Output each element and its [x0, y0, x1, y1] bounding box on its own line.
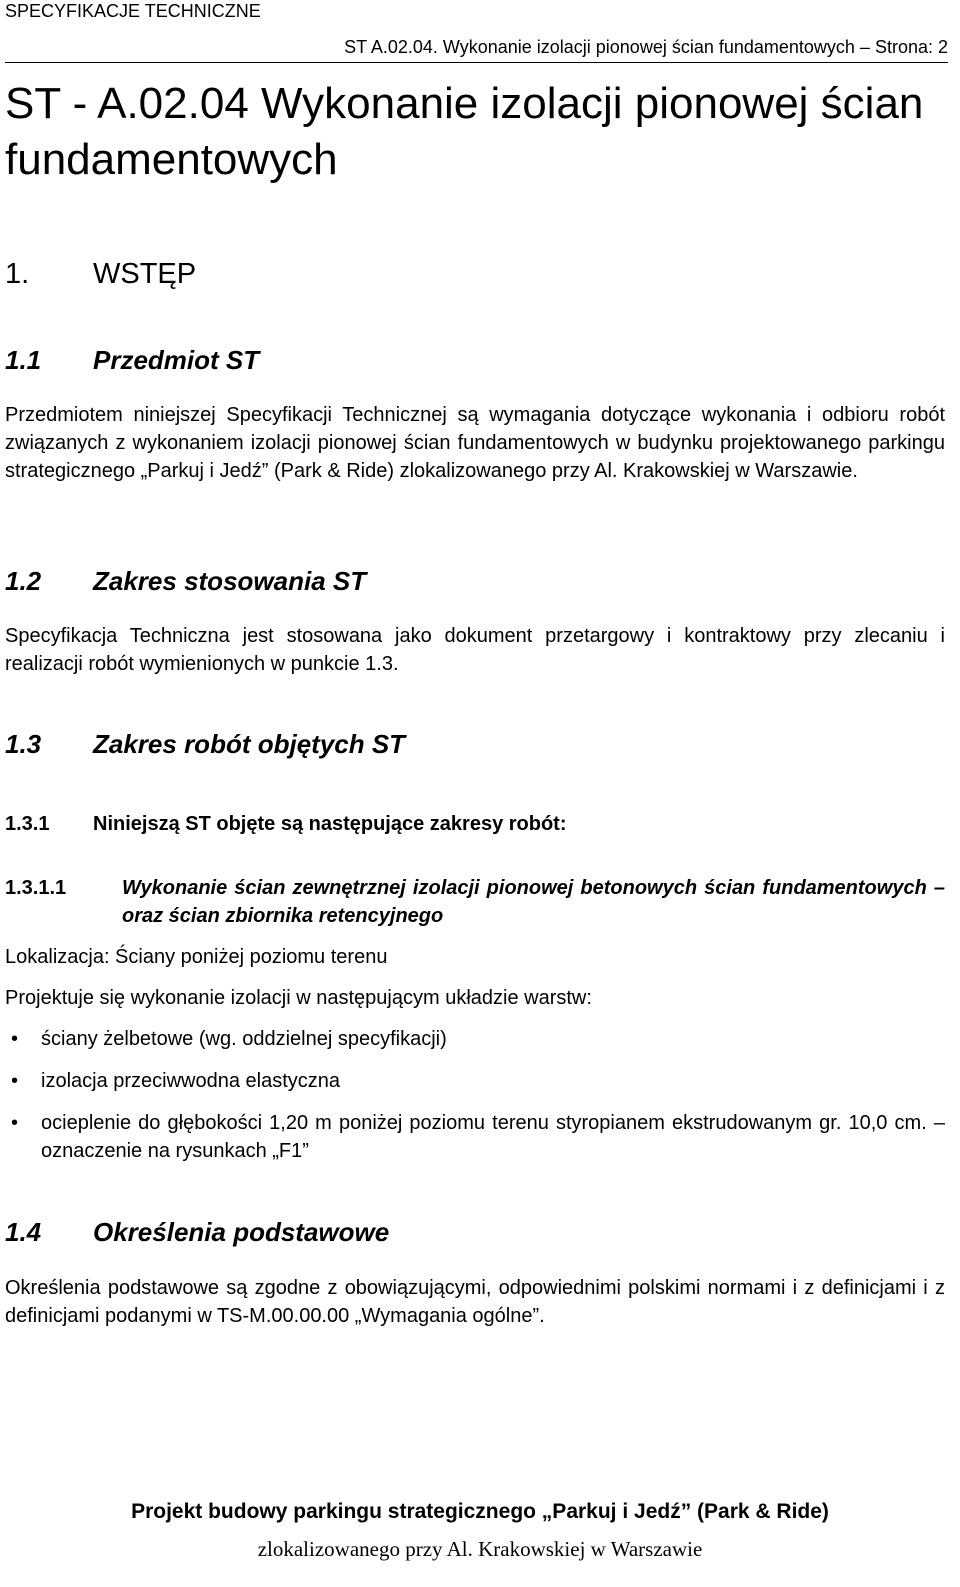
list-item: [5, 1067, 945, 1095]
subsection-number: 1.3: [5, 729, 42, 759]
subsection-title: Zakres robót objętych ST: [93, 729, 406, 759]
subsection-heading-1-1: [5, 344, 259, 376]
bullet-icon: •: [11, 1028, 19, 1050]
paragraph-definitions: Określenia podstawowe są zgodne z obowiązującymi, odpowiednimi polskimi normami i z definicjami i z definicjami podanymi w TS-M.00.00.00 „Wymagania ogólne”.: [5, 1277, 945, 1327]
running-header-right: ST A.02.04. Wykonanie izolacji pionowej ścian fundamentowych – Strona: 2: [344, 37, 948, 57]
subsection-title: Określenia podstawowe: [93, 1217, 390, 1247]
item-title: Wykonanie ścian zewnętrznej izolacji pionowej betonowych ścian fundamentowych – oraz ścian zbiornika retencyjnego: [122, 877, 945, 927]
subsection-number: 1.2: [5, 566, 42, 596]
item-number: 1.3.1.1: [5, 877, 67, 899]
subsection-heading-1-3: [5, 728, 405, 760]
header-divider: [5, 62, 948, 63]
bullet-icon: •: [11, 1070, 19, 1092]
subsection-number: 1.4: [5, 1217, 42, 1247]
layers-intro: Projektuje się wykonanie izolacji w następującym układzie warstw:: [5, 987, 592, 1009]
list-item-text: ocieplenie do głębokości 1,20 m poniżej poziomu terenu styropianem ekstrudowanym gr. 10,0 cm. – oznaczenie na rysunkach „F1”: [41, 1112, 945, 1162]
subsection-title: Przedmiot ST: [93, 345, 260, 375]
subsection-heading-1-2: [5, 565, 366, 597]
footer-project-name: Projekt budowy parkingu strategicznego „Parkuj i Jedź” (Park & Ride): [131, 1500, 829, 1523]
section-heading-1: [5, 256, 196, 292]
document-title: ST - A.02.04 Wykonanie izolacji pionowej ścian fundamentowych: [5, 79, 924, 184]
subsection-heading-1-4: [5, 1216, 389, 1248]
list-item-text: ściany żelbetowe (wg. oddzielnej specyfikacji): [41, 1028, 447, 1050]
subsubsection-title: Niniejszą ST objęte są następujące zakresy robót:: [93, 813, 567, 835]
subsubsection-heading-1-3-1: [5, 811, 567, 837]
item-heading-1-3-1-1: [5, 874, 945, 930]
bullet-icon: •: [11, 1112, 19, 1134]
list-item: [5, 1109, 945, 1165]
paragraph-scope: Specyfikacja Techniczna jest stosowana jako dokument przetargowy i kontraktowy przy zlecaniu i realizacji robót wymienionych w punkcie 1.3.: [5, 625, 945, 675]
list-item-text: izolacja przeciwwodna elastyczna: [41, 1070, 341, 1092]
subsection-title: Zakres stosowania ST: [93, 566, 367, 596]
subsubsection-number: 1.3.1: [5, 813, 50, 835]
section-title: WSTĘP: [93, 258, 197, 290]
section-number: 1.: [5, 258, 30, 290]
layers-list: [5, 1025, 945, 1165]
paragraph-subject: Przedmiotem niniejszej Specyfikacji Technicznej są wymagania dotyczące wykonania i odbioru robót związanych z wykonaniem izolacji pionowej ścian fundamentowych w budynku projektowanego parkingu strategicznego „Parkuj i Jedź” (Park & Ride) zlokalizowanego przy Al. Krakowskiej w Warszawie.: [5, 404, 945, 482]
location-line: Lokalizacja: Ściany poniżej poziomu terenu: [5, 946, 388, 968]
subsection-number: 1.1: [5, 345, 42, 375]
list-item: [5, 1025, 945, 1053]
footer-location: zlokalizowanego przy Al. Krakowskiej w Warszawie: [257, 1537, 703, 1561]
running-header-left: SPECYFIKACJE TECHNICZNE: [5, 1, 261, 21]
